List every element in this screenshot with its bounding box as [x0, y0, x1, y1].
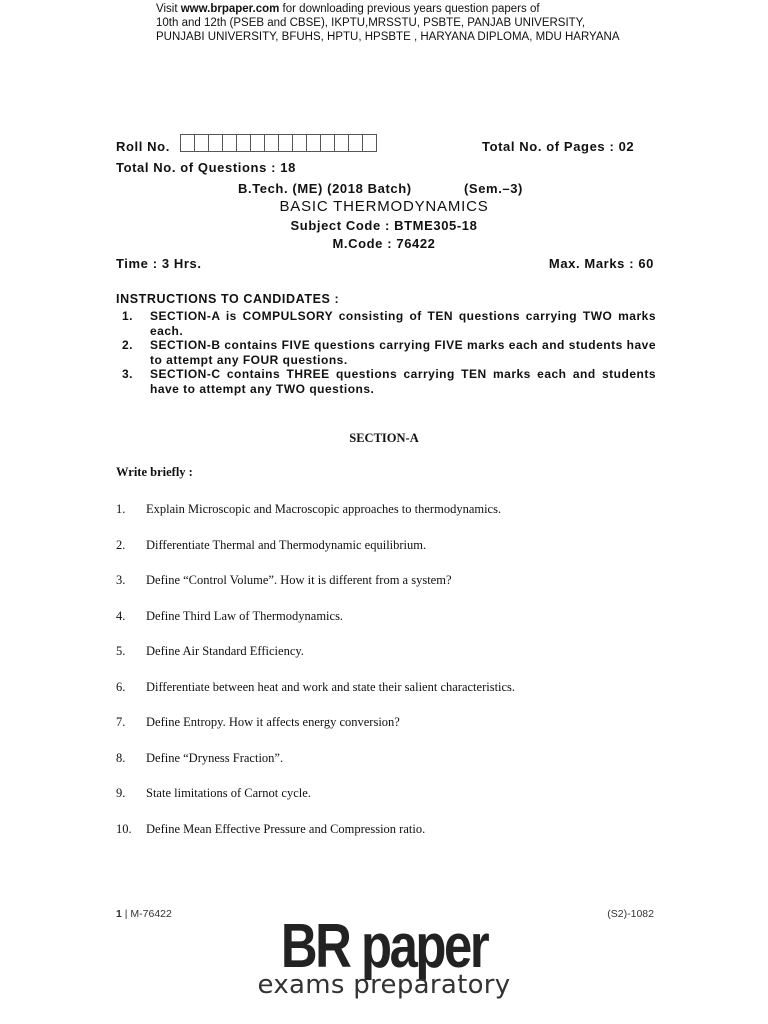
roll-no-box[interactable] — [320, 134, 335, 152]
question-item — [116, 680, 515, 695]
semester: (Sem.–3) — [464, 181, 523, 196]
question-item — [116, 538, 426, 553]
header-text: Visit — [156, 3, 181, 15]
footer-code: M-76422 — [130, 908, 172, 920]
question-number: 1. — [116, 502, 126, 516]
instruction-number: 3. — [122, 367, 134, 381]
brpaper-logo: BR paper — [280, 912, 488, 981]
question-text: Define Mean Effective Pressure and Compression ratio. — [146, 821, 426, 836]
roll-no-box[interactable] — [236, 134, 251, 152]
question-number: 6. — [116, 679, 126, 694]
roll-no-label: Roll No. — [116, 139, 170, 154]
question-text: Explain Microscopic and Macroscopic approaches to thermodynamics. — [146, 502, 502, 516]
roll-no-box[interactable] — [362, 134, 377, 152]
header-line-1 — [156, 2, 620, 16]
question-item — [116, 609, 343, 624]
page-number: 1 — [116, 908, 122, 920]
roll-no-box[interactable] — [334, 134, 349, 152]
footer-right-code: (S2)-1082 — [607, 908, 654, 920]
question-number: 2. — [116, 537, 126, 552]
roll-no-box[interactable] — [250, 134, 265, 152]
roll-no-box[interactable] — [208, 134, 223, 152]
instructions-title: INSTRUCTIONS TO CANDIDATES : — [116, 292, 340, 306]
subject-code: Subject Code : BTME305-18 — [290, 218, 478, 233]
instruction-number: 1. — [122, 309, 134, 323]
roll-no-box[interactable] — [194, 134, 209, 152]
header-text: for downloading previous years question papers of — [279, 3, 540, 15]
instruction-text: SECTION-A is COMPULSORY consisting of TEN questions carrying TWO marks each. — [150, 309, 656, 338]
section-subtitle: Write briefly : — [116, 465, 193, 479]
question-text: Define “Control Volume”. How it is different from a system? — [146, 573, 452, 587]
header-line-2: 10th and 12th (PSEB and CBSE), IKPTU,MRSSTU, PSBTE, PANJAB UNIVERSITY, — [156, 17, 586, 29]
question-text: Define Entropy. How it affects energy conversion? — [146, 715, 400, 729]
instruction-item — [122, 338, 656, 367]
instruction-text: SECTION-B contains FIVE questions carrying FIVE marks each and students have to attempt any FOUR questions. — [150, 338, 656, 367]
roll-no-box[interactable] — [278, 134, 293, 152]
footer-separator: | — [121, 908, 131, 920]
header-line-3: PUNJABI UNIVERSITY, BFUHS, HPTU, HPSBTE , HARYANA DIPLOMA, MDU HARYANA — [156, 31, 620, 43]
instructions — [116, 292, 656, 396]
subject-title: BASIC THERMODYNAMICS — [279, 198, 489, 215]
course-batch: B.Tech. (ME) (2018 Batch) — [238, 181, 412, 196]
roll-no-box[interactable] — [306, 134, 321, 152]
total-pages: Total No. of Pages : 02 — [482, 139, 635, 154]
instruction-item — [122, 367, 656, 396]
roll-no-boxes — [180, 134, 376, 152]
roll-no-box[interactable] — [222, 134, 237, 152]
question-number: 5. — [116, 644, 126, 658]
question-number: 7. — [116, 715, 126, 729]
question-item — [116, 715, 400, 730]
roll-no-box[interactable] — [180, 134, 195, 152]
question-text: Differentiate Thermal and Thermodynamic equilibrium. — [146, 537, 427, 552]
question-item — [116, 822, 425, 837]
question-number: 3. — [116, 573, 126, 587]
question-text: State limitations of Carnot cycle. — [146, 786, 311, 800]
question-text: Differentiate between heat and work and state their salient characteristics. — [146, 679, 516, 694]
question-number: 9. — [116, 786, 126, 800]
question-text: Define Air Standard Efficiency. — [146, 644, 304, 658]
question-text: Define “Dryness Fraction”. — [146, 750, 284, 765]
site-link[interactable]: www.brpaper.com — [180, 3, 280, 15]
roll-no-box[interactable] — [292, 134, 307, 152]
question-text: Define Third Law of Thermodynamics. — [146, 608, 344, 623]
roll-no-box[interactable] — [264, 134, 279, 152]
question-item — [116, 751, 283, 766]
instruction-text: SECTION-C contains THREE questions carrying TEN marks each and students have to attempt any TWO questions. — [150, 367, 656, 396]
instruction-number: 2. — [122, 338, 134, 352]
question-item — [116, 502, 501, 517]
question-number: 8. — [116, 750, 126, 765]
question-item — [116, 786, 311, 801]
total-questions: Total No. of Questions : 18 — [116, 160, 296, 175]
question-item — [116, 573, 452, 588]
question-number: 4. — [116, 608, 126, 623]
m-code: M.Code : 76422 — [332, 236, 436, 251]
question-number: 10. — [116, 821, 132, 836]
time-allowed: Time : 3 Hrs. — [116, 256, 202, 271]
instruction-item — [122, 309, 656, 338]
site-header — [156, 2, 620, 44]
logo-tagline: exams preparatory — [257, 970, 511, 1000]
max-marks: Max. Marks : 60 — [548, 256, 654, 271]
section-title: SECTION-A — [349, 431, 419, 445]
roll-no-box[interactable] — [348, 134, 363, 152]
instructions-list — [116, 309, 656, 396]
question-item — [116, 644, 304, 659]
